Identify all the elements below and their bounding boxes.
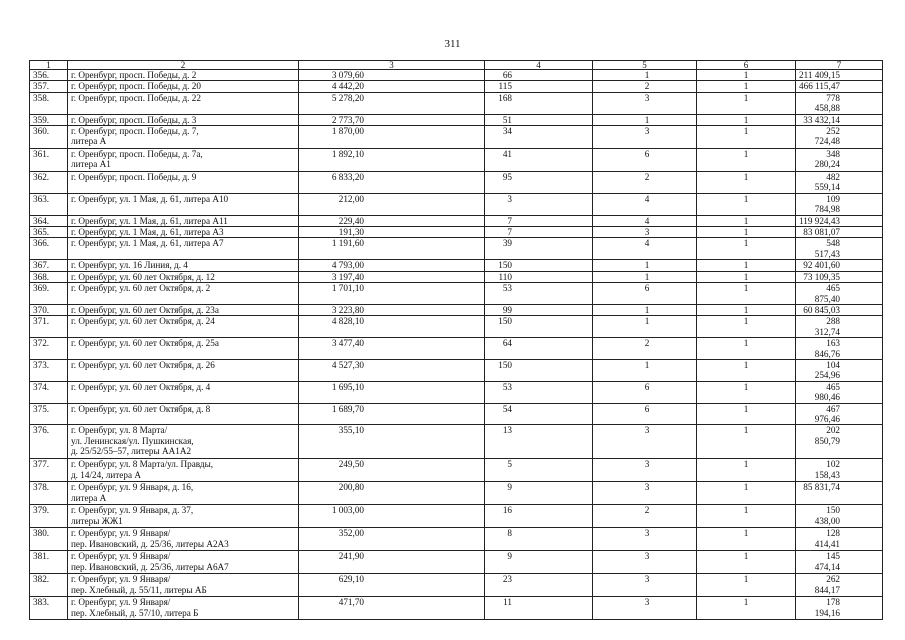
data-table: [29, 60, 883, 620]
address-cell: г. Оренбург, ул. 9 Января, д. 37, литеры ЖЖ1: [68, 505, 299, 528]
row-number-cell: 362.: [30, 172, 68, 194]
column-5-cell: 1: [593, 316, 697, 338]
area-cell: 1 689,70: [299, 403, 485, 425]
row-number-cell: 373.: [30, 359, 68, 381]
address-cell: г. Оренбург, ул. 9 Января/ пер. Ивановский, д. 25/36, литеры А2А3: [68, 528, 299, 551]
row-number-cell: 375.: [30, 403, 68, 425]
amount-cell: 92 401,60: [796, 260, 883, 271]
address-cell: г. Оренбург, ул. 9 Января, д. 16, литера А: [68, 482, 299, 505]
column-5-cell: 3: [593, 126, 697, 149]
address-cell: г. Оренбург, ул. 60 лет Октября, д. 24: [68, 316, 299, 338]
table-row: [30, 81, 883, 92]
column-5-cell: 3: [593, 425, 697, 459]
address-cell: г. Оренбург, ул. 60 лет Октября, д. 4: [68, 381, 299, 403]
address-cell: г. Оренбург, ул. 1 Мая, д. 61, литера А10: [68, 193, 299, 215]
column-header: 2: [68, 61, 299, 70]
column-6-cell: 1: [697, 528, 796, 551]
column-4-cell: 64: [485, 338, 593, 360]
table-row: [30, 283, 883, 305]
address-cell: г. Оренбург, ул. 60 лет Октября, д. 25а: [68, 338, 299, 360]
address-cell: г. Оренбург, ул. 9 Января/ пер. Хлебный, д. 57/10, литера Б: [68, 597, 299, 620]
row-number-cell: 370.: [30, 304, 68, 315]
column-5-cell: 3: [593, 574, 697, 597]
column-5-cell: 6: [593, 283, 697, 305]
page-number: 311: [444, 38, 461, 50]
column-4-cell: 13: [485, 425, 593, 459]
table-row: [30, 149, 883, 172]
column-5-cell: 1: [593, 114, 697, 125]
column-4-cell: 7: [485, 227, 593, 238]
column-6-cell: 1: [697, 227, 796, 238]
column-header: 4: [485, 61, 593, 70]
column-5-cell: 6: [593, 403, 697, 425]
table-row: [30, 227, 883, 238]
column-5-cell: 4: [593, 238, 697, 260]
amount-cell: 262 844,17: [796, 574, 883, 597]
column-6-cell: 1: [697, 149, 796, 172]
column-5-cell: 1: [593, 359, 697, 381]
area-cell: 352,00: [299, 528, 485, 551]
area-cell: 200,80: [299, 482, 485, 505]
column-6-cell: 1: [697, 193, 796, 215]
area-cell: 241,90: [299, 551, 485, 574]
row-number-cell: 359.: [30, 114, 68, 125]
amount-cell: 102 158,43: [796, 459, 883, 482]
column-6-cell: 1: [697, 482, 796, 505]
column-6-cell: 1: [697, 271, 796, 282]
column-5-cell: 3: [593, 459, 697, 482]
table-row: [30, 528, 883, 551]
row-number-cell: 357.: [30, 81, 68, 92]
table-row: [30, 597, 883, 620]
column-4-cell: 5: [485, 459, 593, 482]
row-number-cell: 379.: [30, 505, 68, 528]
column-4-cell: 16: [485, 505, 593, 528]
column-4-cell: 95: [485, 172, 593, 194]
table-row: [30, 359, 883, 381]
row-number-cell: 366.: [30, 238, 68, 260]
column-5-cell: 6: [593, 381, 697, 403]
column-6-cell: 1: [697, 316, 796, 338]
amount-cell: 467 976,46: [796, 403, 883, 425]
area-cell: 1 870,00: [299, 126, 485, 149]
area-cell: 249,50: [299, 459, 485, 482]
column-4-cell: 9: [485, 551, 593, 574]
column-4-cell: 3: [485, 193, 593, 215]
area-cell: 229,40: [299, 215, 485, 226]
area-cell: 4 527,30: [299, 359, 485, 381]
area-cell: 3 197,40: [299, 271, 485, 282]
column-4-cell: 150: [485, 316, 593, 338]
column-5-cell: 3: [593, 597, 697, 620]
column-header: 3: [299, 61, 485, 70]
amount-cell: 288 312,74: [796, 316, 883, 338]
table-row: [30, 238, 883, 260]
area-cell: 471,70: [299, 597, 485, 620]
table-row: [30, 172, 883, 194]
address-cell: г. Оренбург, ул. 60 лет Октября, д. 23а: [68, 304, 299, 315]
address-cell: г. Оренбург, ул. 60 лет Октября, д. 12: [68, 271, 299, 282]
row-number-cell: 360.: [30, 126, 68, 149]
address-cell: г. Оренбург, просп. Победы, д. 7а, литера А1: [68, 149, 299, 172]
amount-cell: 163 846,76: [796, 338, 883, 360]
column-4-cell: 115: [485, 81, 593, 92]
address-cell: г. Оренбург, просп. Победы, д. 3: [68, 114, 299, 125]
table-row: [30, 505, 883, 528]
table-row: [30, 574, 883, 597]
column-6-cell: 1: [697, 551, 796, 574]
amount-cell: 145 474,14: [796, 551, 883, 574]
table-row: [30, 126, 883, 149]
row-number-cell: 381.: [30, 551, 68, 574]
amount-cell: 119 924,43: [796, 215, 883, 226]
column-4-cell: 8: [485, 528, 593, 551]
area-cell: 3 477,40: [299, 338, 485, 360]
column-4-cell: 34: [485, 126, 593, 149]
address-cell: г. Оренбург, ул. 60 лет Октября, д. 26: [68, 359, 299, 381]
column-4-cell: 39: [485, 238, 593, 260]
column-5-cell: 3: [593, 482, 697, 505]
table-row: [30, 551, 883, 574]
column-5-cell: 3: [593, 528, 697, 551]
table-row: [30, 92, 883, 114]
area-cell: 4 793,00: [299, 260, 485, 271]
column-6-cell: 1: [697, 70, 796, 81]
column-6-cell: 1: [697, 172, 796, 194]
column-6-cell: 1: [697, 126, 796, 149]
area-cell: 5 278,20: [299, 92, 485, 114]
amount-cell: 252 724,48: [796, 126, 883, 149]
column-4-cell: 150: [485, 359, 593, 381]
amount-cell: 211 409,15: [796, 70, 883, 81]
row-number-cell: 383.: [30, 597, 68, 620]
amount-cell: 33 432,14: [796, 114, 883, 125]
table-row: [30, 425, 883, 459]
column-5-cell: 3: [593, 92, 697, 114]
area-cell: 191,30: [299, 227, 485, 238]
header-row: [30, 61, 883, 70]
row-number-cell: 358.: [30, 92, 68, 114]
table-row: [30, 338, 883, 360]
column-6-cell: 1: [697, 338, 796, 360]
table-row: [30, 260, 883, 271]
address-cell: г. Оренбург, просп. Победы, д. 20: [68, 81, 299, 92]
column-5-cell: 4: [593, 193, 697, 215]
column-5-cell: 2: [593, 338, 697, 360]
area-cell: 1 191,60: [299, 238, 485, 260]
column-5-cell: 3: [593, 227, 697, 238]
area-cell: 6 833,20: [299, 172, 485, 194]
area-cell: 2 773,70: [299, 114, 485, 125]
table-row: [30, 381, 883, 403]
column-5-cell: 1: [593, 271, 697, 282]
column-6-cell: 1: [697, 215, 796, 226]
row-number-cell: 374.: [30, 381, 68, 403]
row-number-cell: 369.: [30, 283, 68, 305]
column-5-cell: 3: [593, 551, 697, 574]
column-4-cell: 11: [485, 597, 593, 620]
column-4-cell: 53: [485, 283, 593, 305]
column-5-cell: 1: [593, 260, 697, 271]
row-number-cell: 378.: [30, 482, 68, 505]
column-4-cell: 9: [485, 482, 593, 505]
column-5-cell: 2: [593, 505, 697, 528]
column-6-cell: 1: [697, 260, 796, 271]
column-6-cell: 1: [697, 92, 796, 114]
area-cell: 629,10: [299, 574, 485, 597]
address-cell: г. Оренбург, ул. 1 Мая, д. 61, литера А11: [68, 215, 299, 226]
row-number-cell: 368.: [30, 271, 68, 282]
table-row: [30, 114, 883, 125]
amount-cell: 109 784,98: [796, 193, 883, 215]
table-row: [30, 70, 883, 81]
column-6-cell: 1: [697, 425, 796, 459]
column-4-cell: 66: [485, 70, 593, 81]
area-cell: 4 442,20: [299, 81, 485, 92]
area-cell: 1 892,10: [299, 149, 485, 172]
address-cell: г. Оренбург, просп. Победы, д. 7, литера А: [68, 126, 299, 149]
column-4-cell: 23: [485, 574, 593, 597]
amount-cell: 465 875,40: [796, 283, 883, 305]
address-cell: г. Оренбург, ул. 60 лет Октября, д. 2: [68, 283, 299, 305]
row-number-cell: 367.: [30, 260, 68, 271]
column-5-cell: 2: [593, 81, 697, 92]
area-cell: 3 223,80: [299, 304, 485, 315]
area-cell: 1 003,00: [299, 505, 485, 528]
amount-cell: 202 850,79: [796, 425, 883, 459]
column-4-cell: 150: [485, 260, 593, 271]
table-row: [30, 215, 883, 226]
amount-cell: 466 115,47: [796, 81, 883, 92]
address-cell: г. Оренбург, ул. 8 Марта/ул. Правды, д. 14/24, литера А: [68, 459, 299, 482]
table-row: [30, 304, 883, 315]
table-row: [30, 459, 883, 482]
address-cell: г. Оренбург, ул. 16 Линия, д. 4: [68, 260, 299, 271]
column-5-cell: 6: [593, 149, 697, 172]
column-4-cell: 54: [485, 403, 593, 425]
amount-cell: 150 438,00: [796, 505, 883, 528]
row-number-cell: 361.: [30, 149, 68, 172]
column-header: 6: [697, 61, 796, 70]
amount-cell: 85 831,74: [796, 482, 883, 505]
amount-cell: 348 280,24: [796, 149, 883, 172]
area-cell: 1 701,10: [299, 283, 485, 305]
table-row: [30, 403, 883, 425]
address-cell: г. Оренбург, ул. 8 Марта/ ул. Ленинская/ул. Пушкинская, д. 25/52/55–57, литеры АА1А2: [68, 425, 299, 459]
row-number-cell: 371.: [30, 316, 68, 338]
table-row: [30, 193, 883, 215]
column-5-cell: 1: [593, 304, 697, 315]
amount-cell: 482 559,14: [796, 172, 883, 194]
row-number-cell: 382.: [30, 574, 68, 597]
amount-cell: 548 517,43: [796, 238, 883, 260]
column-6-cell: 1: [697, 114, 796, 125]
table-row: [30, 271, 883, 282]
row-number-cell: 380.: [30, 528, 68, 551]
column-6-cell: 1: [697, 597, 796, 620]
column-header: 5: [593, 61, 697, 70]
area-cell: 355,10: [299, 425, 485, 459]
column-6-cell: 1: [697, 81, 796, 92]
amount-cell: 128 414,41: [796, 528, 883, 551]
column-4-cell: 7: [485, 215, 593, 226]
amount-cell: 104 254,96: [796, 359, 883, 381]
column-6-cell: 1: [697, 359, 796, 381]
column-4-cell: 41: [485, 149, 593, 172]
area-cell: 4 828,10: [299, 316, 485, 338]
column-5-cell: 4: [593, 215, 697, 226]
column-6-cell: 1: [697, 238, 796, 260]
row-number-cell: 364.: [30, 215, 68, 226]
area-cell: 3 079,60: [299, 70, 485, 81]
amount-cell: 778 458,88: [796, 92, 883, 114]
amount-cell: 60 845,03: [796, 304, 883, 315]
amount-cell: 178 194,16: [796, 597, 883, 620]
column-4-cell: 168: [485, 92, 593, 114]
column-header: 7: [796, 61, 883, 70]
column-6-cell: 1: [697, 459, 796, 482]
address-cell: г. Оренбург, просп. Победы, д. 22: [68, 92, 299, 114]
column-5-cell: 1: [593, 70, 697, 81]
address-cell: г. Оренбург, ул. 1 Мая, д. 61, литера А3: [68, 227, 299, 238]
table-row: [30, 482, 883, 505]
column-6-cell: 1: [697, 283, 796, 305]
row-number-cell: 356.: [30, 70, 68, 81]
column-header: 1: [30, 61, 68, 70]
row-number-cell: 365.: [30, 227, 68, 238]
address-cell: г. Оренбург, ул. 9 Января/ пер. Ивановский, д. 25/36, литеры А6А7: [68, 551, 299, 574]
column-6-cell: 1: [697, 304, 796, 315]
area-cell: 212,00: [299, 193, 485, 215]
column-5-cell: 2: [593, 172, 697, 194]
row-number-cell: 372.: [30, 338, 68, 360]
column-6-cell: 1: [697, 381, 796, 403]
row-number-cell: 363.: [30, 193, 68, 215]
row-number-cell: 376.: [30, 425, 68, 459]
row-number-cell: 377.: [30, 459, 68, 482]
area-cell: 1 695,10: [299, 381, 485, 403]
column-4-cell: 110: [485, 271, 593, 282]
address-cell: г. Оренбург, ул. 60 лет Октября, д. 8: [68, 403, 299, 425]
column-4-cell: 51: [485, 114, 593, 125]
amount-cell: 465 980,46: [796, 381, 883, 403]
address-cell: г. Оренбург, просп. Победы, д. 2: [68, 70, 299, 81]
column-6-cell: 1: [697, 574, 796, 597]
amount-cell: 83 081,07: [796, 227, 883, 238]
column-4-cell: 53: [485, 381, 593, 403]
column-6-cell: 1: [697, 403, 796, 425]
address-cell: г. Оренбург, просп. Победы, д. 9: [68, 172, 299, 194]
address-cell: г. Оренбург, ул. 9 Января/ пер. Хлебный, д. 55/11, литеры АБ: [68, 574, 299, 597]
column-4-cell: 99: [485, 304, 593, 315]
column-6-cell: 1: [697, 505, 796, 528]
address-cell: г. Оренбург, ул. 1 Мая, д. 61, литера А7: [68, 238, 299, 260]
amount-cell: 73 109,35: [796, 271, 883, 282]
table-row: [30, 316, 883, 338]
